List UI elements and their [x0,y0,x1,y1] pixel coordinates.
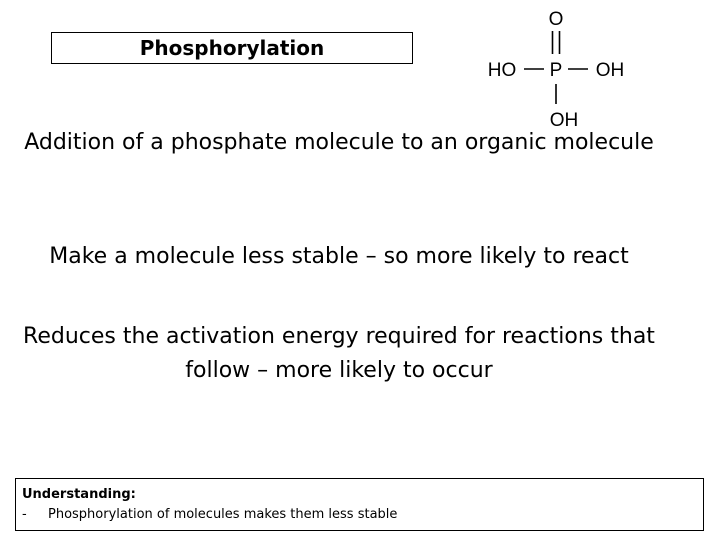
molecule-right-hydroxyl: OH [595,60,625,81]
understanding-heading: Understanding: [22,487,136,502]
paragraph-stability: Make a molecule less stable – so more likely to react [49,244,629,269]
slide-title-text: Phosphorylation [139,36,325,60]
phosphoric-acid-structure [480,6,640,130]
molecule-top-oxygen: O [548,9,564,30]
molecule-bottom-hydroxyl: OH [549,110,579,130]
paragraph-activation-energy: Reduces the activation energy required for reactions that follow – more likely to occur [23,324,655,383]
understanding-box [15,478,704,531]
understanding-bullet: - [22,507,27,522]
understanding-item [22,505,697,525]
paragraph-definition: Addition of a phosphate molecule to an organic molecule [24,130,654,155]
molecule-left-hydroxyl: HO [487,60,517,81]
molecule-center-phosphorus: P [549,60,563,81]
slide-title [51,32,413,64]
understanding-item-text: Phosphorylation of molecules makes them less stable [48,507,398,522]
